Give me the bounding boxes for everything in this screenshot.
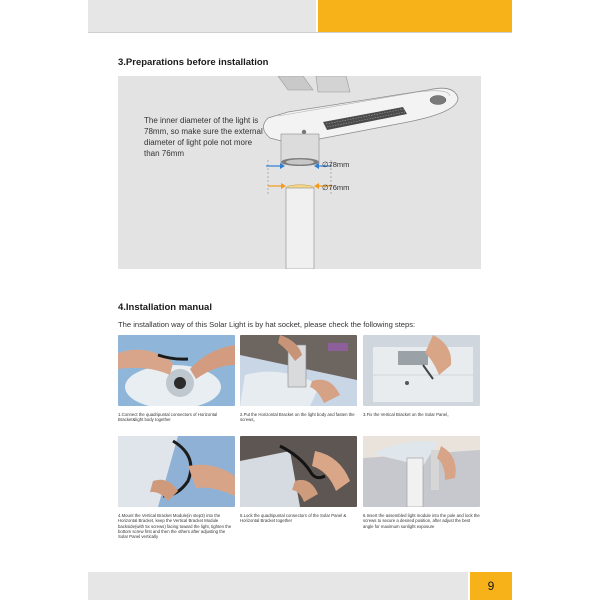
- diameter-note: The inner diameter of the light is 78mm, so make sure the external diameter of light pole not more than 76mm: [144, 116, 263, 158]
- header-divider: [88, 32, 512, 33]
- step1-photo: [118, 335, 235, 406]
- step6-photo: [363, 436, 480, 507]
- section4-title: 4.Installation manual: [118, 302, 212, 313]
- header-gray-bar: [88, 0, 316, 32]
- step5-caption: 5.Lock the quadripuntal connectors of the Solar Panel & Horizontal Bracket together: [240, 513, 347, 524]
- inner-diameter-label: ∅78mm: [322, 160, 350, 169]
- step4-caption: 4.Mount the Vertical Bracket Module(in step3) into the Horizontal Bracket, keep the Vertical Bracket Module backside(with 5x screws) facing toward the light, tighten the bottom screw first and then the others after adjusting the Solar Panel vertically: [118, 513, 232, 540]
- step5-photo: [240, 436, 357, 507]
- step2-photo: [240, 335, 357, 406]
- header-accent-bar: [318, 0, 512, 32]
- step1-caption: 1.Connect the quadripuntal connectors of Horizontal Bracket&light body together: [118, 412, 218, 423]
- page-number: 9: [470, 572, 512, 600]
- step3-caption: 3.Fix the Vertical Bracket on the Solar Panel。: [363, 412, 452, 417]
- outer-diameter-label: ∅76mm: [322, 183, 350, 192]
- light-pole-diagram: [118, 76, 481, 269]
- step4-photo: [118, 436, 235, 507]
- step6-caption: 6.Insert the assembled light module into the pole and lock the screws to secure a desired position, after adjust the best angle for maximum sunlight exposure: [363, 513, 480, 529]
- section3-title: 3.Preparations before installation: [118, 57, 269, 68]
- footer-gray-bar: [88, 572, 468, 600]
- step2-caption: 2.Put the Horizontal Bracket on the light body and fasten the screws。: [240, 412, 355, 423]
- step3-photo: [363, 335, 480, 406]
- section4-intro: The installation way of this Solar Light is by hat socket, please check the following steps:: [118, 320, 416, 329]
